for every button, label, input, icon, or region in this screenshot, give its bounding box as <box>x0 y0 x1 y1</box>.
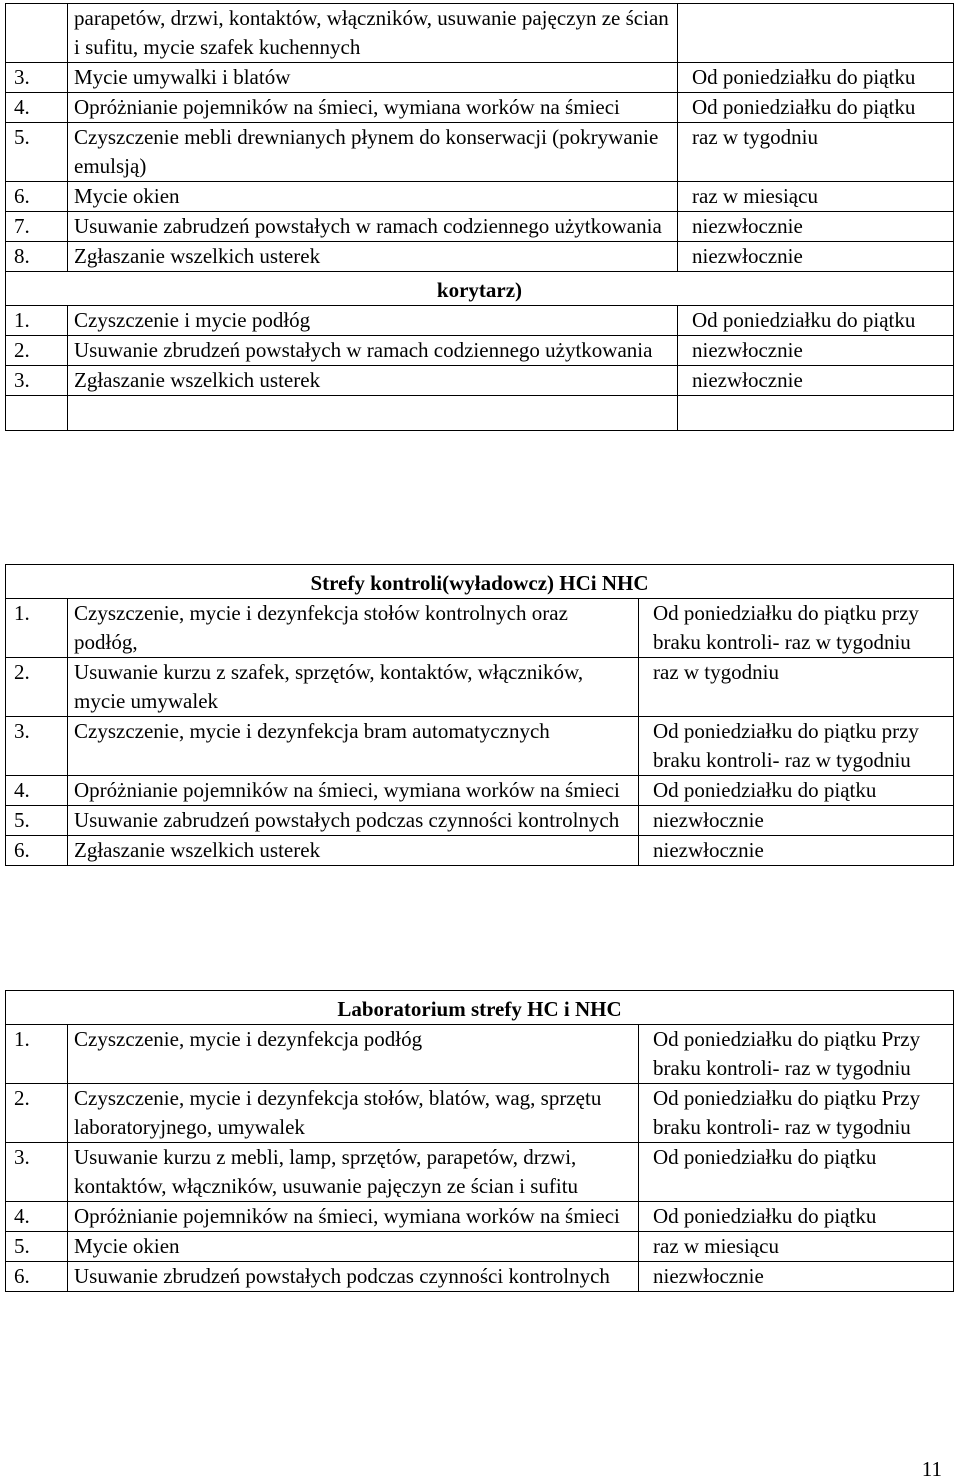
row-number: 2. <box>6 336 68 366</box>
task-cell: Usuwanie kurzu z mebli, lamp, sprzętów, parapetów, drzwi, kontaktów, włączników, usuwanie pajęczyn ze ścian i sufitu <box>68 1143 639 1202</box>
row-number: 4. <box>6 776 68 806</box>
row-number: 3. <box>6 717 68 776</box>
task-cell: Zgłaszanie wszelkich usterek <box>68 242 678 272</box>
frequency-cell: Od poniedziałku do piątku Przy braku kontroli- raz w tygodniu <box>639 1084 954 1143</box>
task-cell: Czyszczenie, mycie i dezynfekcja bram automatycznych <box>68 717 639 776</box>
row-number: 2. <box>6 658 68 717</box>
task-cell: Opróżnianie pojemników na śmieci, wymiana worków na śmieci <box>68 1202 639 1232</box>
frequency-cell: niezwłocznie <box>678 242 954 272</box>
table-row <box>6 4 954 63</box>
task-cell: Czyszczenie i mycie podłóg <box>68 306 678 336</box>
frequency-cell: niezwłocznie <box>639 836 954 866</box>
task-cell: Opróżnianie pojemników na śmieci, wymiana worków na śmieci <box>68 93 678 123</box>
task-cell: Zgłaszanie wszelkich usterek <box>68 366 678 396</box>
task-cell: Mycie umywalki i blatów <box>68 63 678 93</box>
task-cell: Czyszczenie, mycie i dezynfekcja podłóg <box>68 1025 639 1084</box>
frequency-cell: raz w tygodniu <box>678 123 954 182</box>
table-row <box>6 63 954 93</box>
frequency-cell: Od poniedziałku do piątku Przy braku kontroli- raz w tygodniu <box>639 1025 954 1084</box>
row-number: 3. <box>6 1143 68 1202</box>
frequency-cell: Od poniedziałku do piątku <box>678 93 954 123</box>
table-row <box>6 93 954 123</box>
cleaning-table-3 <box>5 990 954 1292</box>
row-number: 4. <box>6 93 68 123</box>
cleaning-table-1 <box>5 3 954 431</box>
task-cell: Czyszczenie, mycie i dezynfekcja stołów, blatów, wag, sprzętu laboratoryjnego, umywalek <box>68 1084 639 1143</box>
frequency-cell: raz w miesiącu <box>639 1232 954 1262</box>
row-number: 5. <box>6 806 68 836</box>
section-header-row <box>6 272 954 306</box>
table-row <box>6 1084 954 1143</box>
frequency-cell: niezwłocznie <box>639 806 954 836</box>
frequency-cell: niezwłocznie <box>678 366 954 396</box>
table-row <box>6 366 954 396</box>
frequency-cell: Od poniedziałku do piątku <box>678 63 954 93</box>
section-header-row <box>6 991 954 1025</box>
table-row <box>6 776 954 806</box>
frequency-cell: Od poniedziałku do piątku przy braku kontroli- raz w tygodniu <box>639 599 954 658</box>
table-row <box>6 1262 954 1292</box>
task-cell: Usuwanie zabrudzeń powstałych podczas czynności kontrolnych <box>68 806 639 836</box>
table-row <box>6 182 954 212</box>
section-title: Laboratorium strefy HC i NHC <box>6 991 954 1025</box>
cleaning-table-2 <box>5 564 954 866</box>
row-number: 1. <box>6 599 68 658</box>
task-cell: Czyszczenie mebli drewnianych płynem do konserwacji (pokrywanie emulsją) <box>68 123 678 182</box>
frequency-cell: Od poniedziałku do piątku <box>639 1143 954 1202</box>
table-row <box>6 599 954 658</box>
table-row <box>6 1143 954 1202</box>
row-number: 5. <box>6 1232 68 1262</box>
frequency-cell: Od poniedziałku do piątku <box>678 306 954 336</box>
frequency-cell: Od poniedziałku do piątku <box>639 1202 954 1232</box>
task-cell: Usuwanie zbrudzeń powstałych w ramach codziennego użytkowania <box>68 336 678 366</box>
frequency-cell: raz w miesiącu <box>678 182 954 212</box>
task-cell: Zgłaszanie wszelkich usterek <box>68 836 639 866</box>
table-row <box>6 1202 954 1232</box>
table-row <box>6 717 954 776</box>
frequency-cell: Od poniedziałku do piątku przy braku kontroli- raz w tygodniu <box>639 717 954 776</box>
task-cell: Usuwanie zbrudzeń powstałych podczas czynności kontrolnych <box>68 1262 639 1292</box>
row-number: 1. <box>6 306 68 336</box>
table-row <box>6 806 954 836</box>
table-row <box>6 836 954 866</box>
row-number: 3. <box>6 63 68 93</box>
frequency-cell: Od poniedziałku do piątku <box>639 776 954 806</box>
frequency-cell: raz w tygodniu <box>639 658 954 717</box>
row-number: 6. <box>6 1262 68 1292</box>
row-number: 1. <box>6 1025 68 1084</box>
row-number: 6. <box>6 182 68 212</box>
task-cell: Usuwanie zabrudzeń powstałych w ramach codziennego użytkowania <box>68 212 678 242</box>
task-cell: Mycie okien <box>68 182 678 212</box>
row-number: 2. <box>6 1084 68 1143</box>
task-cell: Opróżnianie pojemników na śmieci, wymiana worków na śmieci <box>68 776 639 806</box>
task-cell: Czyszczenie, mycie i dezynfekcja stołów kontrolnych oraz podłóg, <box>68 599 639 658</box>
table-row <box>6 123 954 182</box>
table-row <box>6 1232 954 1262</box>
frequency-cell: niezwłocznie <box>678 212 954 242</box>
table-row <box>6 306 954 336</box>
row-number: 5. <box>6 123 68 182</box>
frequency-cell: niezwłocznie <box>678 336 954 366</box>
section-title: Strefy kontroli(wyładowcz) HCi NHC <box>6 565 954 599</box>
task-cell: parapetów, drzwi, kontaktów, włączników, usuwanie pajęczyn ze ścian i sufitu, mycie szafek kuchennych <box>68 4 678 63</box>
section-title: korytarz) <box>6 272 954 306</box>
section-header-row <box>6 565 954 599</box>
row-number: 3. <box>6 366 68 396</box>
table-row <box>6 658 954 717</box>
table-row <box>6 1025 954 1084</box>
empty-row <box>6 396 954 431</box>
frequency-cell: niezwłocznie <box>639 1262 954 1292</box>
table-row <box>6 336 954 366</box>
table-row <box>6 242 954 272</box>
page-number: 11 <box>921 1457 942 1481</box>
table-row <box>6 212 954 242</box>
task-cell: Usuwanie kurzu z szafek, sprzętów, kontaktów, włączników, mycie umywalek <box>68 658 639 717</box>
row-number: 8. <box>6 242 68 272</box>
row-number: 4. <box>6 1202 68 1232</box>
row-number: 6. <box>6 836 68 866</box>
row-number: 7. <box>6 212 68 242</box>
task-cell: Mycie okien <box>68 1232 639 1262</box>
